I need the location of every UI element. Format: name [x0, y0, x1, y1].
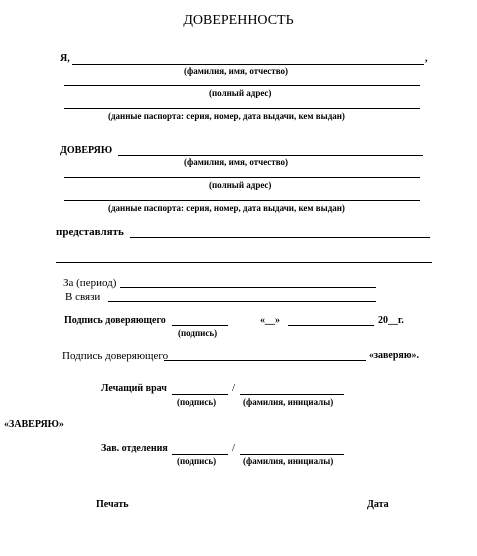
- trustee-fio-line[interactable]: [118, 155, 423, 156]
- doctor-sign-line[interactable]: [172, 394, 228, 395]
- trustee-fio-caption: (фамилия, имя, отчество): [184, 157, 289, 167]
- period-line[interactable]: [120, 287, 376, 288]
- represent-line-1[interactable]: [130, 237, 430, 238]
- principal-passport-line[interactable]: [64, 108, 420, 109]
- doctor-name-line[interactable]: [240, 394, 344, 395]
- stamp-label: Печать: [96, 499, 129, 510]
- principal-address-caption: (полный адрес): [209, 88, 272, 98]
- doctor-name-caption: (фамилия, инициалы): [243, 397, 334, 407]
- represent-label: представлять: [56, 226, 124, 238]
- date-month-line[interactable]: [288, 325, 374, 326]
- head-name-line[interactable]: [240, 454, 344, 455]
- certify-stamp-label: «ЗАВЕРЯЮ»: [4, 419, 64, 430]
- head-sign-line[interactable]: [172, 454, 228, 455]
- signature-caption: (подпись): [178, 328, 218, 338]
- date-year-suffix: 20__г.: [378, 315, 404, 326]
- certify-signature-label: Подпись доверяющего: [62, 350, 169, 362]
- doctor-sign-caption: (подпись): [177, 397, 217, 407]
- principal-lead: Я,: [60, 53, 70, 64]
- certify-word: «заверяю».: [369, 350, 419, 361]
- period-label: За (период): [63, 277, 117, 289]
- regarding-label: В связи: [65, 291, 101, 303]
- trustee-address-caption: (полный адрес): [209, 180, 272, 190]
- signature-label: Подпись доверяющего: [64, 315, 166, 326]
- principal-fio-caption: (фамилия, имя, отчество): [184, 66, 289, 76]
- head-sign-caption: (подпись): [177, 456, 217, 466]
- date-label: Дата: [367, 499, 389, 510]
- principal-passport-caption: (данные паспорта: серия, номер, дата выдачи, кем выдан): [108, 111, 345, 121]
- head-name-caption: (фамилия, инициалы): [243, 456, 334, 466]
- head-slash: /: [232, 442, 236, 454]
- principal-address-line[interactable]: [64, 85, 420, 86]
- document-title: ДОВЕРЕННОСТЬ: [183, 13, 294, 28]
- trustee-lead: ДОВЕРЯЮ: [60, 145, 113, 156]
- signature-line[interactable]: [172, 325, 228, 326]
- trustee-address-line[interactable]: [64, 177, 420, 178]
- date-day-quotes: «__»: [260, 315, 280, 326]
- regarding-line[interactable]: [108, 301, 376, 302]
- principal-fio-line[interactable]: [72, 64, 424, 65]
- doctor-label: Лечащий врач: [101, 383, 167, 394]
- trustee-passport-line[interactable]: [64, 200, 420, 201]
- represent-line-2[interactable]: [56, 262, 432, 263]
- trustee-passport-caption: (данные паспорта: серия, номер, дата выдачи, кем выдан): [108, 203, 345, 213]
- certify-signature-line[interactable]: [164, 360, 366, 361]
- doctor-slash: /: [232, 382, 236, 394]
- principal-trailing-comma: ,: [425, 53, 428, 64]
- head-of-dept-label: Зав. отделения: [101, 443, 168, 454]
